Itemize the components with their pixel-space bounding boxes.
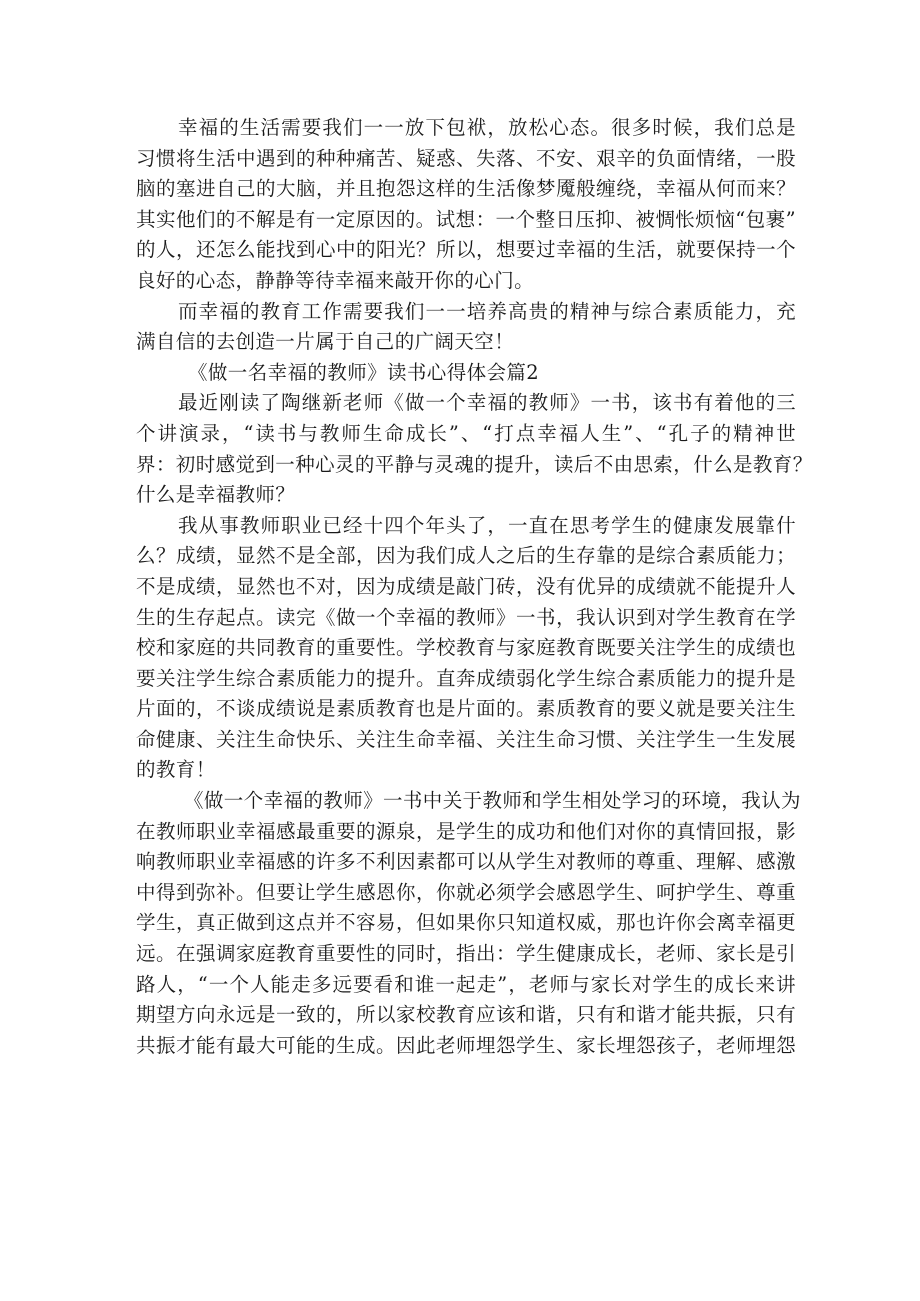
paragraph-line: 生的生存起点。读完《做一个幸福的教师》一书，我认识到对学生教育在学 bbox=[136, 605, 796, 629]
paragraph-line: 最近刚读了陶继新老师《做一个幸福的教师》一书，该书有着他的三 bbox=[178, 391, 796, 415]
paragraph-line: 中得到弥补。但要让学生感恩你，你就必须学会感恩学生、呵护学生、尊重 bbox=[136, 880, 796, 904]
paragraph-line: 脑的塞进自己的大脑，并且抱怨这样的生活像梦魇般缠绕，幸福从何而来？ bbox=[136, 177, 796, 201]
paragraph-line: 的教育！ bbox=[136, 758, 216, 782]
paragraph-line: 校和家庭的共同教育的重要性。学校教育与家庭教育既要关注学生的成绩也 bbox=[136, 636, 796, 660]
paragraph-line: 远。在强调家庭教育重要性的同时，指出：学生健康成长，老师、家长是引 bbox=[136, 942, 796, 966]
paragraph-line: 响教师职业幸福感的许多不利因素都可以从学生对教师的尊重、理解、感激 bbox=[136, 850, 796, 874]
paragraph-line: 学生，真正做到这点并不容易，但如果你只知道权威，那也许你会离幸福更 bbox=[136, 911, 796, 935]
paragraph-line: 习惯将生活中遇到的种种痛苦、疑惑、失落、不安、艰辛的负面情绪，一股 bbox=[136, 146, 796, 170]
paragraph-line: 路人，“一个人能走多远要看和谁一起走”，老师与家长对学生的成长来讲 bbox=[136, 972, 796, 996]
paragraph-line: 个讲演录，“读书与教师生命成长”、“打点幸福人生”、“孔子的精神世 bbox=[136, 421, 796, 445]
document-body bbox=[136, 113, 813, 1061]
paragraph-line: 命健康、关注生命快乐、关注生命幸福、关注生命习惯、关注学生一生发展 bbox=[136, 727, 796, 751]
paragraph-line: 共振才能有最大可能的生成。因此老师埋怨学生、家长埋怨孩子，老师埋怨 bbox=[136, 1033, 796, 1057]
paragraph-line: 不是成绩，显然也不对，因为成绩是敲门砖，没有优异的成绩就不能提升人 bbox=[136, 574, 796, 598]
paragraph-line: 期望方向永远是一致的，所以家校教育应该和谐，只有和谐才能共振，只有 bbox=[136, 1003, 796, 1027]
paragraph-line: 的人，还怎么能找到心中的阳光？所以，想要过幸福的生活，就要保持一个 bbox=[136, 238, 796, 262]
paragraph-line: 界：初时感觉到一种心灵的平静与灵魂的提升，读后不由思索，什么是教育？ bbox=[136, 452, 813, 476]
paragraph-line: 片面的，不谈成绩说是素质教育也是片面的。素质教育的要义就是要关注生 bbox=[136, 697, 796, 721]
paragraph-line: 什么是幸福教师？ bbox=[136, 483, 296, 507]
paragraph-line: 幸福的生活需要我们一一放下包袱，放松心态。很多时候，我们总是 bbox=[178, 116, 796, 139]
paragraph-line: 么？成绩，显然不是全部，因为我们成人之后的生存靠的是综合素质能力； bbox=[136, 544, 796, 568]
paragraph-line: 而幸福的教育工作需要我们一一培养高贵的精神与综合素质能力，充 bbox=[178, 299, 796, 323]
paragraph-line: 满自信的去创造一片属于自己的广阔天空！ bbox=[136, 330, 515, 354]
paragraph-line: 其实他们的不解是有一定原因的。试想：一个整日压抑、被惆怅烦恼“包裹” bbox=[136, 207, 796, 231]
paragraph-line: 良好的心态，静静等待幸福来敲开你的心门。 bbox=[136, 268, 535, 292]
paragraph-line: 要关注学生综合素质能力的提升。直奔成绩弱化学生综合素质能力的提升是 bbox=[136, 666, 796, 690]
paragraph-line: 在教师职业幸福感最重要的源泉，是学生的成功和他们对你的真情回报，影 bbox=[136, 819, 796, 843]
paragraph-line: 《做一个幸福的教师》一书中关于教师和学生相处学习的环境，我认为 bbox=[184, 789, 801, 813]
paragraph-line: 我从事教师职业已经十四个年头了，一直在思考学生的健康发展靠什 bbox=[178, 513, 796, 537]
section-heading: 《做一名幸福的教师》读书心得体会篇2 bbox=[188, 360, 540, 384]
